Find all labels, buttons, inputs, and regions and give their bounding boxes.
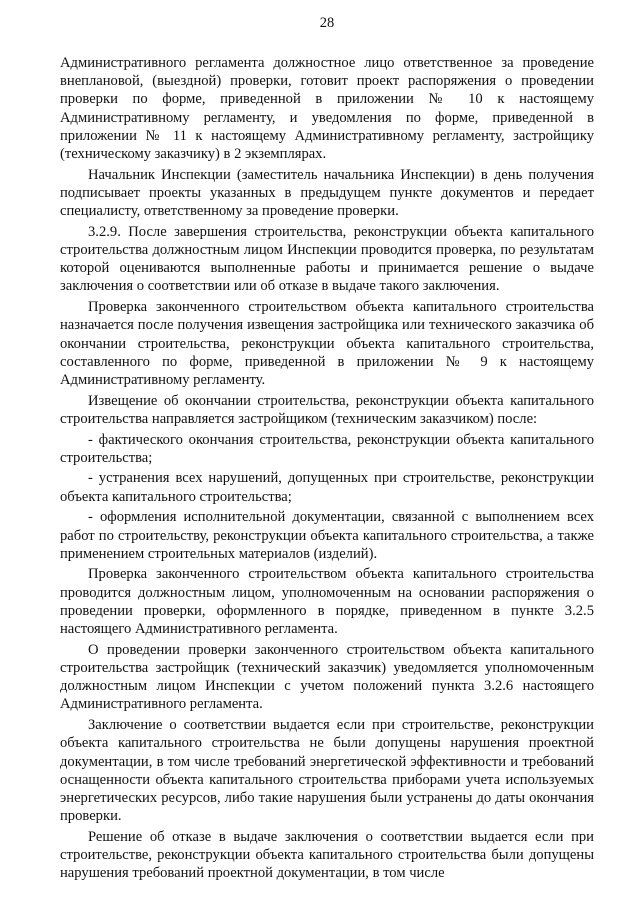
paragraph: Проверка законченного строительством объекта капитального строительства назначается после получения извещения застройщика или технического заказчика об окончании строительства, реконструкции объекта капитального строительства, составленного по форме, приведенной в приложении № 9 к настоящему Административному регламенту. <box>60 299 594 388</box>
paragraph: - фактического окончания строительства, реконструкции объекта капитального строительства; <box>60 431 594 466</box>
document-page <box>60 14 594 885</box>
paragraph: О проведении проверки законченного строительством объекта капитального строительства застройщик (технический заказчик) уведомляется уполномоченным должностным лицом Инспекции с учетом положений пункта 3.2.6 настоящего Административного регламента. <box>60 641 594 713</box>
page-number: 28 <box>319 15 335 31</box>
paragraph: Проверка законченного строительством объекта капитального строительства проводится должностным лицом, уполномоченным на основании распоряжения о проведении проверки, оформленного в порядке, приведенном в пункте 3.2.5 настоящего Административного регламента. <box>60 566 594 638</box>
paragraph: Заключение о соответствии выдается если при строительстве, реконструкции объекта капитального строительства не были допущены нарушения проектной документации, в том числе требований энергетической эффективности и требований оснащенности объекта капитального строительства приборами учета используемых энергетических ресурсов, либо такие нарушения были устранены до даты окончания проверки. <box>60 717 594 825</box>
document-body <box>60 54 594 882</box>
paragraph: 3.2.9. После завершения строительства, реконструкции объекта капитального строительства должностным лицом Инспекции проводится проверка, по результатам которой оцениваются выполненные работы и принимается решение о выдаче заключения о соответствии или об отказе в выдаче такого заключения. <box>60 223 594 295</box>
paragraph: Решение об отказе в выдаче заключения о соответствии выдается если при строительстве, реконструкции объекта капитального строительства были допущены нарушения требований проектной документации, в том числе <box>60 828 594 882</box>
paragraph: Извещение об окончании строительства, реконструкции объекта капитального строительства направляется застройщиком (техническим заказчиком) после: <box>60 392 594 427</box>
paragraph: - устранения всех нарушений, допущенных при строительстве, реконструкции объекта капитального строительства; <box>60 470 594 505</box>
paragraph: - оформления исполнительной документации, связанной с выполнением всех работ по строительству, реконструкции объекта капитального строительства, а также применением строительных материалов (изделий). <box>60 509 594 562</box>
paragraph: Начальник Инспекции (заместитель начальника Инспекции) в день получения подписывает проекты указанных в предыдущем пункте документов и передает специалисту, ответственному за проведение проверки. <box>60 166 594 220</box>
paragraph: Административного регламента должностное лицо ответственное за проведение внеплановой, (выездной) проверки, готовит проект распоряжения о проведении проверки по форме, приведенной в приложении № 10 к настоящему Административному регламенту, и уведомления по форме, приведенной в приложении № 11 к настоящему Административному регламенту, застройщику (техническому заказчику) в 2 экземплярах. <box>60 55 594 163</box>
